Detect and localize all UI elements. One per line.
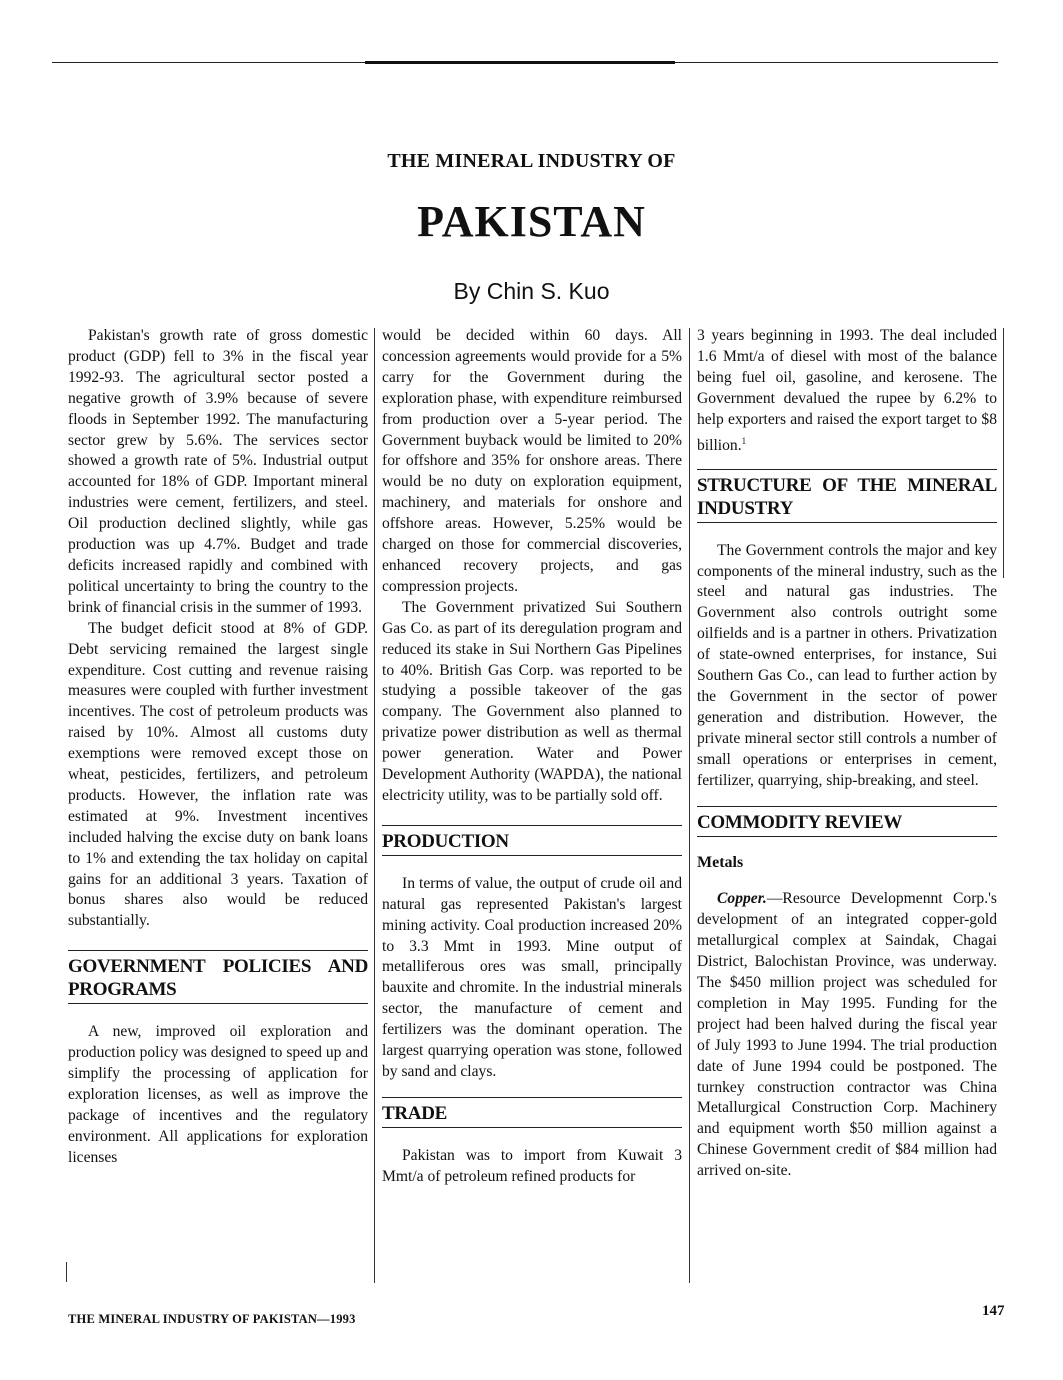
running-footer: THE MINERAL INDUSTRY OF PAKISTAN—1993 — [68, 1312, 356, 1326]
column-2 — [382, 326, 682, 1188]
trade-paragraph-1b-text: 3 years beginning in 1993. The deal included 1.6 Mmt/a of diesel with most of the balance being fuel oil, gasoline, and kerosene. The Government devalued the rupee by 6.2% to help exporters and raised the export target to $8 billion. — [697, 327, 997, 454]
byline: By Chin S. Kuo — [453, 278, 610, 304]
trade-paragraph-1a: Pakistan was to import from Kuwait 3 Mmt/a of petroleum refined products for — [382, 1146, 682, 1185]
copper-run-in-heading: Copper. — [717, 890, 767, 908]
section-heading-commodity-review: COMMODITY REVIEW — [697, 806, 997, 837]
page-number: 147 — [982, 1303, 1005, 1319]
column-rule-1 — [374, 328, 375, 1283]
top-rule-accent — [365, 61, 675, 64]
column-3 — [697, 326, 997, 1182]
trade-paragraph-1b — [697, 326, 997, 457]
page-title: PAKISTAN — [417, 197, 646, 246]
structure-paragraph-1: The Government controls the major and key components of the mineral industry, such as the steel and natural gas industries. The Government also controls outright some oilfields and is a partner in others. Privatization of state-owned enterprises, for instance, Sui Southern Gas Co., can lead to further action by the Government in the sector of power generation and distribution. However, the private mineral sector still controls a number of small operations or enterprises in cement, fertilizer, quarrying, ship-breaking, and steel. — [697, 541, 997, 789]
copper-paragraph-text: Resource Developmennt Corp.'s development of an integrated copper-gold metallurgical complex at Saindak, Chagai District, Balochistan Province, was underway. The $450 million project was scheduled for completion in May 1995. Funding for the project had been halved during the fiscal year of July 1993 to June 1994. The trial production date of June 1994 could be postponed. The turnkey construction contractor was China Metallurgical Construction Corp. Machinery and equipment worth $50 million against a Chinese Government credit of $84 million had arrived on-site. — [697, 890, 997, 1180]
column-rule-3 — [1003, 328, 1004, 578]
section-heading-structure: STRUCTURE OF THE MINERAL INDUSTRY — [697, 469, 997, 523]
subheading-metals: Metals — [697, 853, 744, 871]
section-heading-government-policies: GOVERNMENT POLICIES AND PROGRAMS — [68, 950, 368, 1004]
title-kicker: THE MINERAL INDUSTRY OF — [387, 150, 676, 172]
intro-paragraph-1: Pakistan's growth rate of gross domestic product (GDP) fell to 3% in the fiscal year 1992-93. The agricultural sector posted a negative growth of 3.9% because of severe floods in September 1992. The manufacturing sector grew by 5.6%. The services sector showed a growth rate of 5%. Industrial output accounted for 18% of GDP. Important mineral industries were cement, fertilizers, and steel. Oil production declined slightly, while gas production was up 4.7%. Budget and trade deficits increased rapidly and combined with political uncertainty to bring the country to the brink of financial crisis in the summer of 1993. — [68, 327, 368, 616]
government-paragraph-2: The Government privatized Sui Southern Gas Co. as part of its deregulation program and reduced its stake in Sui Northern Gas Pipelines to 40%. British Gas Corp. was reported to be studying a possible takeover of the gas company. The Government also planned to privatize power distribution as well as thermal power generation. Water and Power Development Authority (WAPDA), the national electricity utility, was to be partially sold off. — [382, 598, 682, 804]
copper-paragraph — [697, 889, 997, 1182]
government-paragraph-1b: would be decided within 60 days. All concession agreements would provide for a 5% carry for the Government during the exploration phase, with expenditure reimbursed from production over a 5-year period. The Government buyback would be limited to 20% for offshore and 35% for onshore areas. There would be no duty on exploration equipment, machinery, and materials for onshore and offshore areas. However, 5.25% would be charged on those for commercial discoveries, enhanced recovery projects, and gas compression projects. — [382, 327, 682, 595]
intro-paragraph-2: The budget deficit stood at 8% of GDP. Debt servicing remained the largest single expenditure. Cost cutting and revenue raising measures were coupled with further investment incentives. The cost of petroleum products was raised by 10%. Almost all customs duty exemptions were removed except those on wheat, pesticides, fertilizers, and petroleum products. However, the inflation rate was estimated at 9%. Investment incentives included halving the excise duty on bank loans to 1% and extending the tax holiday on capital gains for an additional 3 years. Taxation of bonus shares also would be reduced substantially. — [68, 619, 368, 930]
section-heading-production: PRODUCTION — [382, 825, 682, 856]
section-heading-trade: TRADE — [382, 1097, 682, 1128]
copper-dash: — — [766, 890, 783, 908]
production-paragraph-1: In terms of value, the output of crude oil and natural gas represented Pakistan's largest mining activity. Coal production increased 20% to 3.3 Mmt in 1993. Mine output of metalliferous ores was small, principally bauxite and chromite. In the industrial minerals sector, the manufacture of cement and fertilizers was the dominant operation. The largest quarrying operation was stone, followed by sand and clays. — [382, 874, 682, 1080]
column-rule-2 — [689, 328, 690, 1283]
column-rule-left — [66, 1262, 67, 1282]
footnote-reference: 1 — [741, 435, 747, 446]
column-1 — [68, 326, 368, 1169]
government-paragraph-1a: A new, improved oil exploration and production policy was designed to speed up and simplify the processing of application for exploration licenses, as well as improve the package of incentives and the regulatory environment. All applications for exploration licenses — [68, 1023, 368, 1166]
